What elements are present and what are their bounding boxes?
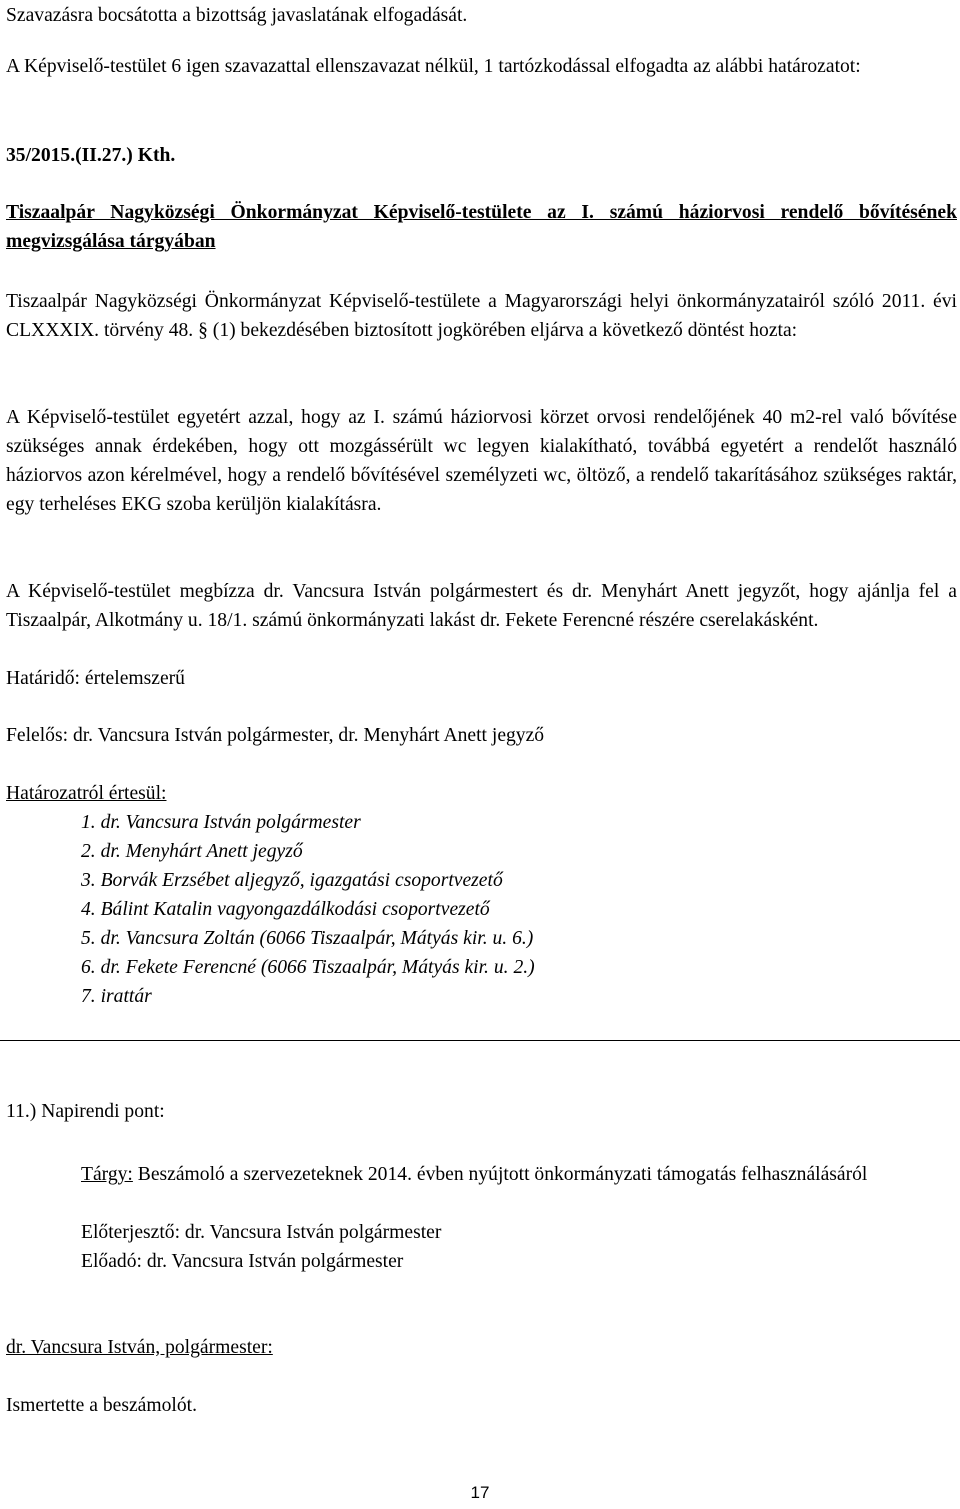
responsible: Felelős: dr. Vancsura István polgármester, dr. Menyhárt Anett jegyző [6,725,545,746]
list-item: 6. dr. Fekete Ferencné (6066 Tiszaalpár, Mátyás kir. u. 2.) [81,957,535,978]
list-item: 7. irattár [81,986,152,1007]
paragraph-vote-call: Szavazásra bocsátotta a bizottság javaslatának elfogadását. [6,5,468,26]
speaker-text: Ismertette a beszámolót. [6,1395,197,1416]
list-item: 5. dr. Vancsura Zoltán (6066 Tiszaalpár, Mátyás kir. u. 6.) [81,928,534,949]
presenter-submit: Előterjesztő: dr. Vancsura István polgármester [81,1222,442,1243]
speaker: dr. Vancsura István, polgármester: [6,1337,273,1358]
presenter: Előadó: dr. Vancsura István polgármester [81,1251,404,1272]
resolution-title: Tiszaalpár Nagyközségi Önkormányzat Képviselő-testülete az I. számú háziorvosi rendelő bővítésének megvizsgálása tárgyában [6,202,957,252]
paragraph-authority: Tiszaalpár Nagyközségi Önkormányzat Képviselő-testülete a Magyarországi helyi önkormányzatairól szóló 2011. évi CLXXXIX. törvény 48. § (1) bekezdésében biztosított jogkörében eljárva a következő döntést hozta: [6,291,957,341]
subject-label: Tárgy: [81,1164,133,1185]
horizontal-divider [0,1040,960,1041]
notify-list [81,808,881,1011]
list-item: 2. dr. Menyhárt Anett jegyző [81,841,303,862]
paragraph-decision-1: A Képviselő-testület egyetért azzal, hogy az I. számú háziorvosi körzet orvosi rendelőjének 40 m2-rel való bővítése szükséges annak érdekében, hogy ott mozgássérült wc legyen kialakítható, továbbá egyetért a rendelőt használó háziorvos azon kérelmével, hogy a rendelő bővítésével személyzeti wc, öltöző, a rendelő takarításához szükséges raktár, egy terheléses EKG szoba kerüljön kialakításra. [6,407,957,515]
list-item: 3. Borvák Erzsébet aljegyző, igazgatási csoportvezető [81,870,503,891]
notify-heading: Határozatról értesül: [6,783,167,804]
list-item: 4. Bálint Katalin vagyongazdálkodási csoportvezető [81,899,490,920]
list-item: 1. dr. Vancsura István polgármester [81,812,361,833]
resolution-number: 35/2015.(II.27.) Kth. [6,145,176,166]
agenda-item: 11.) Napirendi pont: [6,1101,165,1122]
paragraph-vote-result: A Képviselő-testület 6 igen szavazattal ellenszavazat nélkül, 1 tartózkodással elfogadta az alábbi határozatot: [6,56,861,77]
deadline: Határidő: értelemszerű [6,668,185,689]
paragraph-decision-2: A Képviselő-testület megbízza dr. Vancsura István polgármestert és dr. Menyhárt Anett jegyzőt, hogy ajánlja fel a Tiszaalpár, Alkotmány u. 18/1. számú önkormányzati lakást dr. Fekete Ferencné részére cserelakásként. [6,581,957,631]
subject-text: Beszámoló a szervezeteknek 2014. évben nyújtott önkormányzati támogatás felhasználásáról [132,1164,868,1185]
page-number: 17 [470,1483,490,1502]
subject [81,1160,957,1189]
